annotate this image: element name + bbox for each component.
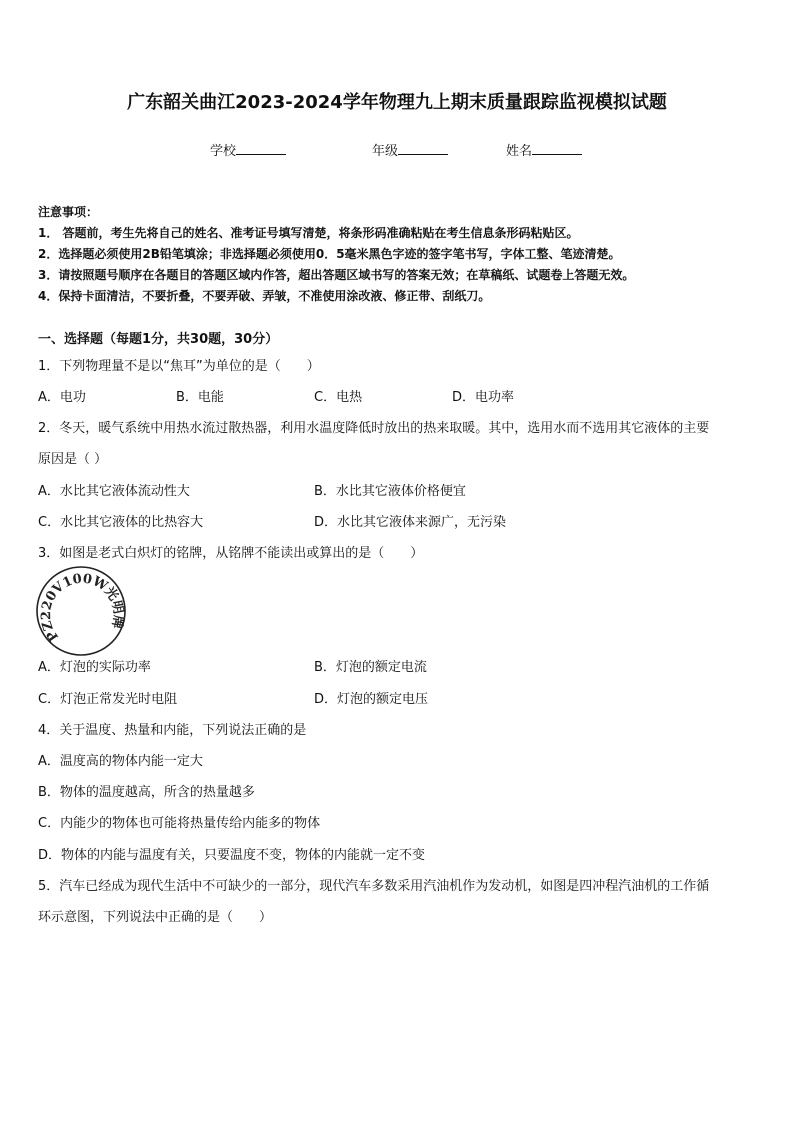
- school-label: 学校: [210, 144, 237, 159]
- notice-heading: 注意事项：: [38, 205, 99, 219]
- question-2-stem-cont: 原因是（ ）: [38, 452, 108, 467]
- grade-label: 年级: [372, 144, 399, 159]
- page-title: 广东韶关曲江2023-2024学年物理九上期末质量跟踪监视模拟试题: [127, 92, 667, 113]
- q4-option-b[interactable]: B．物体的温度越高，所含的热量越多: [38, 785, 255, 800]
- q4-option-c[interactable]: C．内能少的物体也可能将热量传给内能多的物体: [38, 816, 321, 831]
- school-field: [210, 140, 286, 159]
- q2-option-b[interactable]: B．水比其它液体价格便宜: [314, 484, 466, 499]
- name-blank[interactable]: [532, 140, 582, 155]
- q1-option-b[interactable]: B．电能: [176, 390, 224, 405]
- q4-option-d[interactable]: D．物体的内能与温度有关，只要温度不变，物体的内能就一定不变: [38, 848, 426, 863]
- q2-option-a[interactable]: A．水比其它液体流动性大: [38, 484, 190, 499]
- q3-option-d[interactable]: D．灯泡的额定电压: [314, 692, 429, 707]
- q1-option-c[interactable]: C．电热: [314, 390, 363, 405]
- notice-item: 4．保持卡面清洁，不要折叠，不要弄破、弄皱，不准使用涂改液、修正带、刮纸刀。: [38, 289, 491, 303]
- name-field: [506, 140, 582, 159]
- question-5-stem-cont: 环示意图，下列说法中正确的是（ ）: [38, 910, 273, 925]
- notice-item: 3．请按照题号顺序在各题目的答题区域内作答，超出答题区域书写的答案无效；在草稿纸、试题卷上答题无效。: [38, 268, 635, 282]
- q3-option-b[interactable]: B．灯泡的额定电流: [314, 660, 427, 675]
- question-2-stem: 2．冬天，暖气系统中用热水流过散热器，利用水温度降低时放出的热来取暖。其中，选用水而不选用其它液体的主要: [38, 421, 710, 436]
- q2-option-d[interactable]: D．水比其它液体来源广，无污染: [314, 515, 507, 530]
- bulb-nameplate-stamp: [35, 565, 127, 657]
- stamp-text: PZ220V100W光明牌: [39, 571, 126, 644]
- name-label: 姓名: [506, 144, 533, 159]
- q1-option-a[interactable]: A．电功: [38, 390, 86, 405]
- question-4-stem: 4．关于温度、热量和内能，下列说法正确的是: [38, 723, 307, 738]
- q4-option-a[interactable]: A．温度高的物体内能一定大: [38, 754, 203, 769]
- q2-option-c[interactable]: C．水比其它液体的比热容大: [38, 515, 204, 530]
- grade-field: [372, 140, 448, 159]
- q3-option-c[interactable]: C．灯泡正常发光时电阻: [38, 692, 178, 707]
- question-3-stem: 3．如图是老式白炽灯的铭牌，从铭牌不能读出或算出的是（ ）: [38, 546, 424, 561]
- question-5-stem: 5．汽车已经成为现代生活中不可缺少的一部分，现代汽车多数采用汽油机作为发动机，如图是四冲程汽油机的工作循: [38, 879, 710, 894]
- notice-item: 2．选择题必须使用2B铅笔填涂；非选择题必须使用0．5毫米黑色字迹的签字笔书写，字体工整、笔迹清楚。: [38, 247, 621, 261]
- grade-blank[interactable]: [398, 140, 448, 155]
- section-heading: 一、选择题（每题1分，共30题，30分）: [38, 332, 279, 347]
- question-1-stem: 1．下列物理量不是以“焦耳”为单位的是（ ）: [38, 359, 320, 374]
- notice-item: 1． 答题前，考生先将自己的姓名、准考证号填写清楚，将条形码准确粘贴在考生信息条形码粘贴区。: [38, 226, 579, 240]
- school-blank[interactable]: [236, 140, 286, 155]
- q3-option-a[interactable]: A．灯泡的实际功率: [38, 660, 151, 675]
- q1-option-d[interactable]: D．电功率: [452, 390, 515, 405]
